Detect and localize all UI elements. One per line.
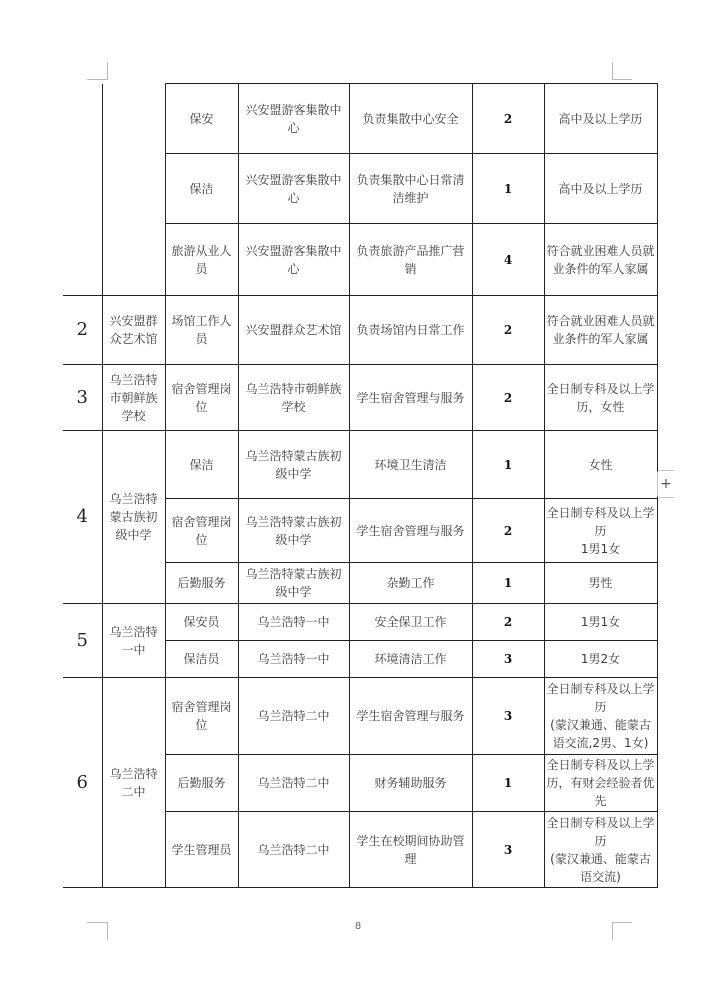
count-cell: 1 (472, 563, 544, 604)
requirement-cell: 男性 (544, 563, 657, 604)
position-cell: 宿舍管理岗位 (165, 499, 238, 563)
seq-cell: 6 (63, 678, 102, 888)
seq-cell: 3 (63, 365, 102, 431)
position-cell: 保洁 (165, 154, 238, 224)
count-cell: 2 (472, 365, 544, 431)
duty-cell: 安全保卫工作 (349, 604, 472, 641)
unit-cell (102, 84, 165, 296)
crop-mark-top-right-v (612, 62, 613, 80)
crop-mark-top-right-h (612, 79, 632, 80)
crop-mark-top-left-h (87, 79, 107, 80)
count-cell: 2 (472, 84, 544, 154)
crop-mark-top-left-v (107, 62, 108, 80)
employer-cell: 兴安盟游客集散中心 (238, 224, 349, 296)
requirement-cell: 女性 (544, 431, 657, 499)
duty-cell: 杂勤工作 (349, 563, 472, 604)
position-cell: 旅游从业人员 (165, 224, 238, 296)
duty-cell: 负责集散中心日常清洁维护 (349, 154, 472, 224)
duty-cell: 负责旅游产品推广营销 (349, 224, 472, 296)
table-row (63, 296, 657, 365)
table-row (63, 604, 657, 641)
seq-cell (63, 84, 102, 296)
count-cell: 1 (472, 755, 544, 812)
position-cell: 保安 (165, 84, 238, 154)
count-cell: 1 (472, 431, 544, 499)
employer-cell: 乌兰浩特蒙古族初级中学 (238, 431, 349, 499)
requirement-cell (544, 812, 657, 888)
duty-cell: 学生宿舍管理与服务 (349, 365, 472, 431)
position-cell: 场馆工作人员 (165, 296, 238, 365)
table-row (63, 678, 657, 755)
requirement-line: 1男1女 (580, 541, 621, 556)
count-cell: 1 (472, 154, 544, 224)
table-row (63, 431, 657, 499)
requirement-line: 全日制专科及以上学历 (546, 505, 655, 538)
employer-cell: 乌兰浩特市朝鲜族学校 (238, 365, 349, 431)
requirement-cell (544, 678, 657, 755)
duty-cell: 学生宿舍管理与服务 (349, 678, 472, 755)
duty-cell: 学生在校期间协助管理 (349, 812, 472, 888)
unit-cell: 兴安盟群众艺术馆 (102, 296, 165, 365)
unit-cell: 乌兰浩特蒙古族初级中学 (102, 431, 165, 604)
employer-cell: 乌兰浩特二中 (238, 755, 349, 812)
add-row-icon[interactable]: + (657, 470, 674, 498)
count-cell: 2 (472, 499, 544, 563)
employer-cell: 乌兰浩特蒙古族初级中学 (238, 499, 349, 563)
position-cell: 保洁员 (165, 641, 238, 678)
seq-cell: 5 (63, 604, 102, 678)
position-cell: 后勤服务 (165, 563, 238, 604)
position-cell: 保洁 (165, 431, 238, 499)
seq-cell: 2 (63, 296, 102, 365)
duty-cell: 学生宿舍管理与服务 (349, 499, 472, 563)
requirement-line: 全日制专科及以上学历 (546, 815, 655, 848)
position-cell: 后勤服务 (165, 755, 238, 812)
employer-cell: 乌兰浩特一中 (238, 641, 349, 678)
employer-cell: 乌兰浩特一中 (238, 604, 349, 641)
duty-cell: 财务辅助服务 (349, 755, 472, 812)
page-number: 8 (354, 921, 362, 932)
position-cell: 宿舍管理岗位 (165, 678, 238, 755)
position-cell: 保安员 (165, 604, 238, 641)
count-cell: 3 (472, 812, 544, 888)
requirement-cell (544, 499, 657, 563)
count-cell: 3 (472, 678, 544, 755)
employer-cell: 兴安盟游客集散中心 (238, 84, 349, 154)
duty-cell: 负责集散中心安全 (349, 84, 472, 154)
employer-cell: 乌兰浩特蒙古族初级中学 (238, 563, 349, 604)
duty-cell: 环境清洁工作 (349, 641, 472, 678)
jobs-table (63, 83, 658, 888)
requirement-line: (蒙汉兼通、能蒙古语交流) (550, 851, 651, 884)
employer-cell: 兴安盟游客集散中心 (238, 154, 349, 224)
employer-cell: 乌兰浩特二中 (238, 812, 349, 888)
unit-cell: 乌兰浩特市朝鲜族学校 (102, 365, 165, 431)
position-cell: 宿舍管理岗位 (165, 365, 238, 431)
requirement-cell: 全日制专科及以上学历，女性 (544, 365, 657, 431)
table-row (63, 84, 657, 154)
count-cell: 2 (472, 296, 544, 365)
requirement-line: 全日制专科及以上学历 (546, 682, 655, 714)
requirement-cell: 1男1女 (544, 604, 657, 641)
count-cell: 2 (472, 604, 544, 641)
table-row (63, 365, 657, 431)
count-cell: 4 (472, 224, 544, 296)
employer-cell: 乌兰浩特二中 (238, 678, 349, 755)
requirement-cell: 符合就业困难人员就业条件的军人家属 (544, 296, 657, 365)
unit-cell: 乌兰浩特二中 (102, 678, 165, 888)
duty-cell: 负责场馆内日常工作 (349, 296, 472, 365)
duty-cell: 环境卫生清洁 (349, 431, 472, 499)
requirement-cell: 全日制专科及以上学历，有财会经验者优先 (544, 755, 657, 812)
requirement-cell: 符合就业困难人员就业条件的军人家属 (544, 224, 657, 296)
count-cell: 3 (472, 641, 544, 678)
requirement-cell: 1男2女 (544, 641, 657, 678)
requirement-cell: 高中及以上学历 (544, 154, 657, 224)
seq-cell: 4 (63, 431, 102, 604)
unit-cell: 乌兰浩特一中 (102, 604, 165, 678)
position-cell: 学生管理员 (165, 812, 238, 888)
requirement-line: (蒙汉兼通、能蒙古语交流,2男、1女) (550, 718, 651, 750)
requirement-cell: 高中及以上学历 (544, 84, 657, 154)
employer-cell: 兴安盟群众艺术馆 (238, 296, 349, 365)
